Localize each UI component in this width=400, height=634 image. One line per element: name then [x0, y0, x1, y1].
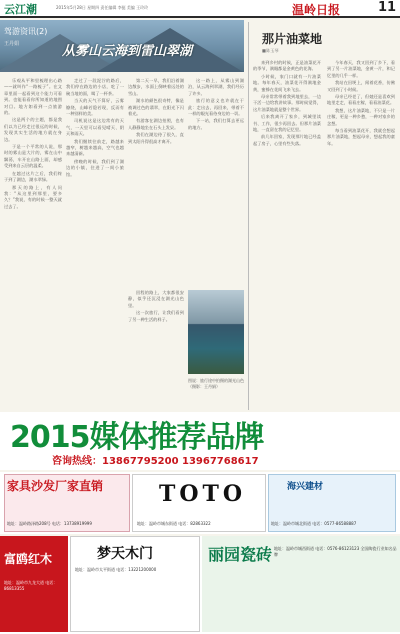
- paragraph: 湖水的颜色很奇特，像是被调过色的翡翠，在阳光下闪着光。: [128, 98, 184, 117]
- paragraph: 小时候，家门口就有一片油菜地。每年春天，油菜花开得满地金黄，蜜蜂在花间飞来飞去。: [253, 73, 321, 92]
- ad-door-name: 梦天木门: [97, 546, 153, 562]
- banner-hotline: 咨询热线：13867795200 13967768617: [52, 456, 259, 467]
- paragraph: 回程的路上，大家都很安静，似乎还沉浸在湖光山色里。: [128, 290, 184, 308]
- ad-toto-contact: 地址：温岭市城东街道 电话：82863322: [137, 521, 211, 526]
- column-series: 驾游资讯(2): [4, 27, 48, 36]
- ad-mahogany[interactable]: [0, 536, 68, 632]
- paragraph: 走过了一段泥泞的路后，我们停在路边的小店，吃了一碗当地的面，喝了一杯茶。: [66, 78, 124, 96]
- ad-toto[interactable]: [132, 474, 266, 532]
- paragraph: 我站在田埂上，闻着花香，仿佛又回到了小时候。: [327, 80, 395, 92]
- paragraph: 于是一个平常的人说，那时的雾山是大片的，雾在山中飘荡，车开在山路上面，却感受到来自云层的温柔。: [4, 144, 62, 169]
- ad-tile-contact: 地址：温岭市城西街道 电话：0576-86123123 全国陶瓷行业知名品牌: [274, 546, 397, 557]
- travel-article-header: [0, 20, 244, 72]
- banner-headline: 2015媒体推荐品牌: [10, 420, 264, 455]
- ad-haixing-contact: 地址：温岭市城北街道 电话：0577-86588887: [271, 521, 357, 526]
- article-title: 从雾山云海到雷山翠湖: [62, 44, 193, 59]
- article-column: [128, 290, 184, 410]
- brand-recommend-banner: [0, 412, 400, 470]
- ad-sofa[interactable]: [4, 474, 130, 532]
- essay-column: [327, 60, 395, 410]
- ad-mahogany-name: 富鸥红木: [4, 552, 53, 566]
- paragraph: 当天的天气不算好，云雾缭绕，山峰若隐若现，反而有一种别样的美。: [66, 98, 124, 117]
- paragraph: 第二天一早，我们沿着湖边散步，水面上倒映着远处的雪山。: [128, 78, 184, 96]
- ad-tile-name: 丽园瓷砖: [208, 545, 273, 564]
- lake-photo: [188, 290, 244, 374]
- paragraph: 下一站，我们打算去更远的地方。: [188, 118, 244, 130]
- paragraph: 乐观从平和里梳理出心路——就叫作“一路梳子”。在文章里面一起看到这个能力可看到。也能看看你所知道的地图对目。地方如看到一点旅游的。: [4, 78, 62, 116]
- paragraph: 那天的路上，有人问我：“从这里到那里，要多久？”我说，有的时候一整天就过去了。: [4, 184, 62, 209]
- article-author: 王丹娟: [4, 41, 20, 47]
- ad-haixing-name: 海兴建材: [287, 482, 324, 492]
- ad-door[interactable]: [70, 536, 200, 632]
- paragraph: 我们在湖边待了很久，直到太阳升得很高才离开。: [128, 132, 184, 144]
- essay-column: [253, 60, 321, 410]
- issue-meta: 2015年5月28日 星期四 责任编辑 李挺 美编 王玲玲: [56, 5, 149, 10]
- ad-sofa-contact: 地址：温岭路泽路208号 电话：13738919999: [7, 521, 92, 526]
- masthead: [0, 0, 400, 18]
- ad-row: [0, 472, 400, 534]
- paragraph: 今年春天，我又回到了乡下，看到了另一片油菜地，金黄一片，和记忆里的几乎一样。: [327, 60, 395, 78]
- ad-tile[interactable]: [202, 536, 400, 632]
- paragraph: 来到乡村的时候，正是油菜花开的季节，满眼都是金黄色的花海。: [253, 60, 321, 72]
- essay-author: ■陈玉琴: [262, 48, 279, 53]
- paragraph: 傍晚的时候，我们到了湖边的小镇，住进了一间小旅馆。: [66, 158, 124, 177]
- section-name: 云江潮: [4, 3, 37, 16]
- ad-sofa-name: 家具沙发厂家直销: [7, 479, 104, 493]
- paragraph: 这一路上，从雾山到湖泊，从云海到翠湖，我们经历了许多。: [188, 78, 244, 96]
- paragraph: 司机说这是这边常有的天气，一天里可以看见晴天、阴天和雨天。: [66, 118, 124, 137]
- paragraph: 我想，这片油菜地，不只是一片庄稼，更是一种乡愁，一种对家乡的念想。: [327, 107, 395, 126]
- column-divider: [248, 22, 249, 410]
- ad-door-contact: 地址：温岭市太平街道 电话：13221200000: [75, 567, 157, 572]
- paragraph: 每当看到油菜花开，我就会想起那片油菜地，想起母亲，想起我的童年。: [327, 128, 395, 146]
- paragraph: 有游客在湖边拍照，也有人静静地坐在石头上发呆。: [128, 118, 184, 130]
- paragraph: 后来我离开了家乡，到城里读书、工作，很少再回去。但那片油菜地，一直留在我的记忆里。: [253, 114, 321, 133]
- paragraph: 在越过这片之后，我们终于到了湖边，湖水翠绿。: [4, 170, 62, 183]
- newspaper-brand: 温岭日报: [292, 3, 341, 17]
- essay-title: 那片油菜地: [262, 32, 323, 46]
- page-number: 11: [378, 0, 397, 15]
- article-column: [188, 78, 244, 288]
- article-column: [128, 78, 184, 286]
- photo-caption: 图说：旅行途中拍摄的湖光山色（摄影：王丹娟）: [188, 378, 244, 389]
- paragraph: 母亲已经老了，但她还是喜欢到地里走走，看看庄稼，看看油菜花。: [327, 94, 395, 106]
- paragraph: 旅行的意义也许就在于此：走出去，再回来，带着不一样的眼光看待身边的一切。: [188, 98, 244, 117]
- article-column: [66, 78, 124, 408]
- ad-haixing[interactable]: [268, 474, 396, 532]
- article-column: [4, 78, 62, 408]
- paragraph: 前几年回家，发现那片地已经盖起了房子，心里有些失落。: [253, 134, 321, 146]
- paragraph: 母亲常常带着我到地里去，一边干活一边给我讲故事。那时候觉得，这片油菜地就是整个世界。: [253, 94, 321, 112]
- ad-row: [0, 536, 400, 634]
- paragraph: 这是两个的主题，都是我们以为已经走过很远的时候，发现其实生活的地方就在身边。: [4, 117, 62, 142]
- ad-mahogany-contact: 地址：温岭市九龙大道 电话：86813355: [4, 580, 58, 591]
- paragraph: 这一次旅行，让我们看到了另一种生活的样子。: [128, 310, 184, 322]
- toto-logo: TOTO: [159, 481, 247, 507]
- paragraph: 我们继续往前走，路越来越窄，树越来越高，空气也越来越清新。: [66, 138, 124, 157]
